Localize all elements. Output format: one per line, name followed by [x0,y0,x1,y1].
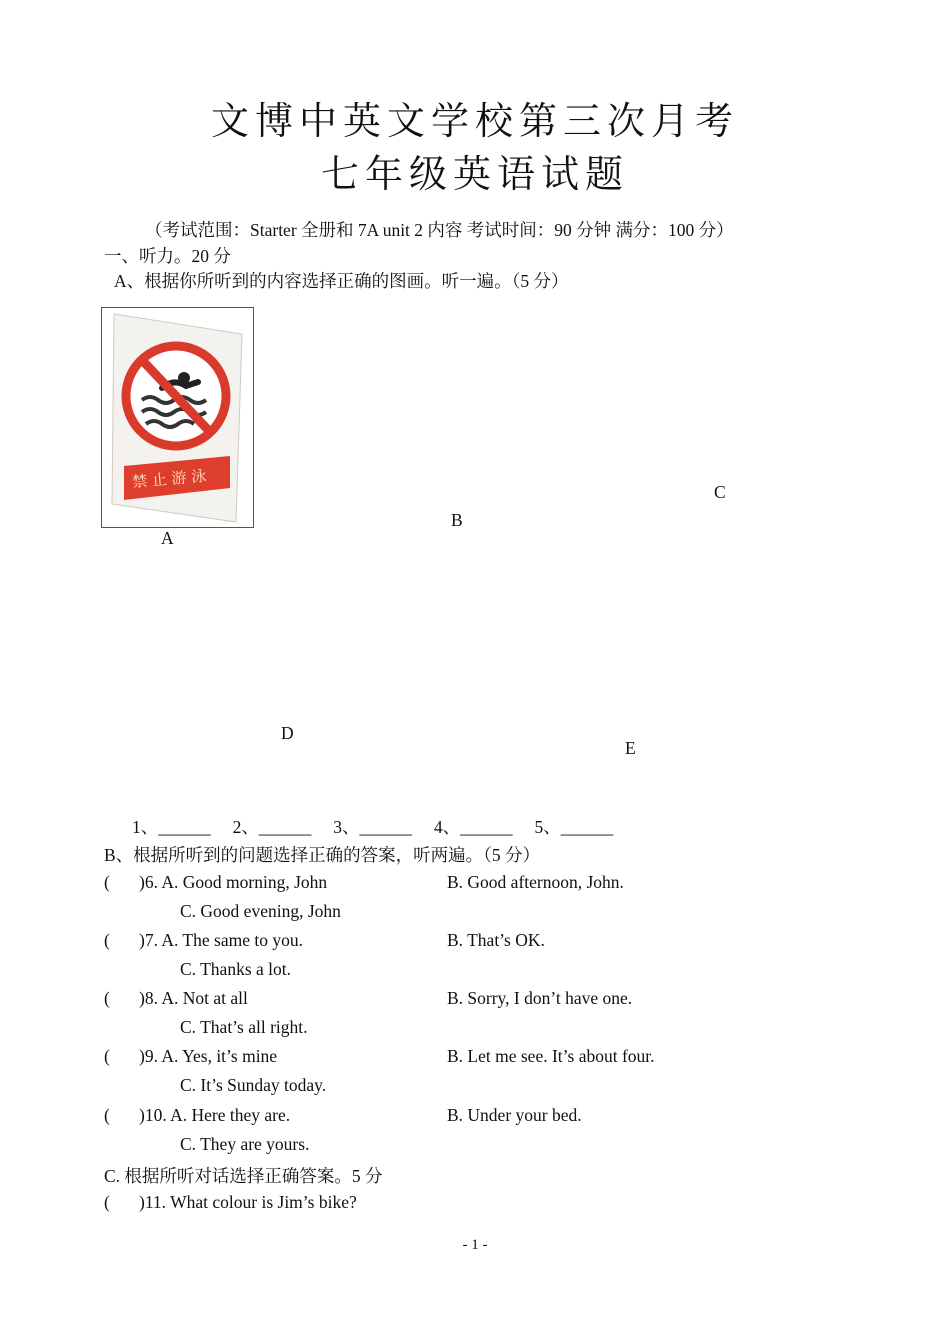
exam-scope-info: （考试范围：Starter 全册和 7A unit 2 内容 考试时间：90 分钟 满分：100 分） [145,220,734,240]
sign-caption: 禁 止 游 泳 [131,466,207,492]
q9-paren: ( [104,1046,110,1066]
part-a-instruction: A、根据你所听到的内容选择正确的图画。听一遍。（5 分） [114,271,569,291]
q9-option-a: )9. A. Yes, it’s mine [139,1046,278,1066]
q7-paren: ( [104,930,110,950]
picture-label-e: E [625,738,636,758]
q8-option-a: )8. A. Not at all [139,988,248,1008]
no-swimming-sign-icon [102,308,253,527]
q8-option-b: B. Sorry, I don’t have one. [447,988,633,1008]
exam-title-school: 文博中英文学校第三次月考 [210,101,739,143]
exam-title-subject: 七年级英语试题 [320,154,629,196]
q6-option-a: )6. A. Good morning, John [139,872,328,892]
part-c-instruction: C. 根据所听对话选择正确答案。5 分 [104,1166,383,1186]
q8-paren: ( [104,988,110,1008]
q8-option-c: C. That’s all right. [180,1017,308,1037]
picture-label-d: D [281,723,294,743]
section-listening-heading: 一、听力。20 分 [104,246,231,266]
page-number: - 1 - [462,1237,488,1253]
picture-label-a: A [161,528,174,548]
picture-label-c: C [714,482,726,502]
q6-option-b: B. Good afternoon, John. [447,872,624,892]
q6-option-c: C. Good evening, John [180,901,341,921]
q6-paren: ( [104,872,110,892]
q10-paren: ( [104,1105,110,1125]
q7-option-a: )7. A. The same to you. [139,930,303,950]
picture-label-b: B [451,510,463,530]
q10-option-b: B. Under your bed. [447,1105,582,1125]
q10-option-c: C. They are yours. [180,1134,310,1154]
part-a-answer-blanks: 1、______ 2、______ 3、______ 4、______ 5、______ [132,817,614,837]
q7-option-b: B. That’s OK. [447,930,545,950]
q9-option-b: B. Let me see. It’s about four. [447,1046,655,1066]
q10-option-a: )10. A. Here they are. [139,1105,291,1125]
q11-paren: ( [104,1192,110,1212]
q7-option-c: C. Thanks a lot. [180,959,291,979]
no-swimming-sign-image [101,307,254,528]
part-b-instruction: B、根据所听到的问题选择正确的答案，听两遍。（5 分） [104,845,541,865]
q9-option-c: C. It’s Sunday today. [180,1075,327,1095]
q11-question: )11. What colour is Jim’s bike? [139,1192,357,1212]
